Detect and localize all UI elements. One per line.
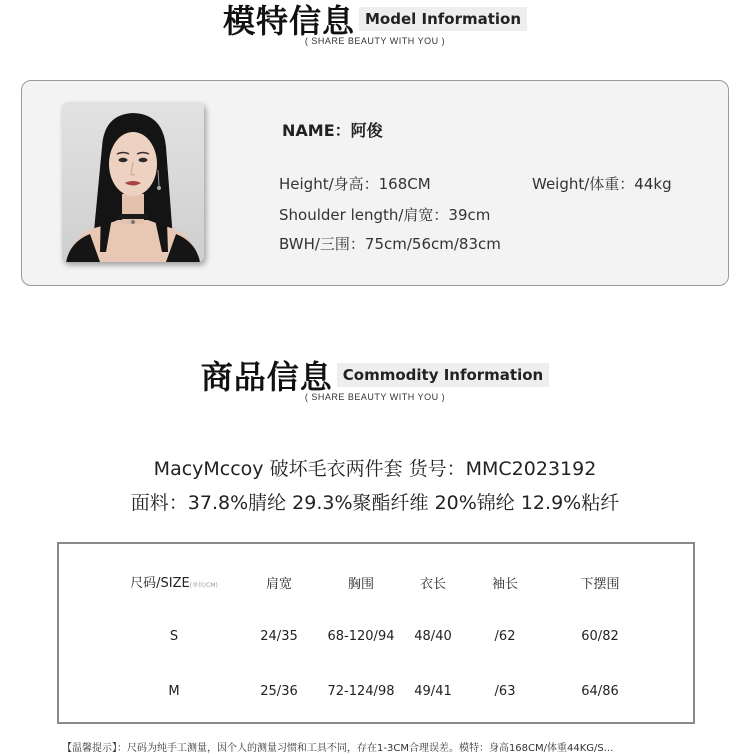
- model-section-subtitle: ( SHARE BEAUTY WITH YOU ): [304, 36, 446, 46]
- model-bwh: BWH/三围：75cm/56cm/83cm: [279, 235, 501, 253]
- commodity-title-en: Commodity Information: [337, 363, 549, 387]
- row-s-shoulder: 24/35: [260, 629, 298, 644]
- row-m-length: 49/41: [414, 684, 452, 699]
- header-hem: 下摆围: [580, 577, 620, 592]
- row-m-hem: 64/86: [581, 684, 619, 699]
- model-photo: [62, 102, 204, 262]
- model-name-value: 阿俊: [350, 121, 383, 140]
- size-header-label: 尺码/SIZE: [130, 576, 190, 591]
- model-height: Height/身高：168CM: [279, 175, 431, 193]
- model-title-cn: 模特信息: [222, 2, 355, 40]
- size-table: [57, 542, 695, 724]
- row-s-length: 48/40: [414, 629, 452, 644]
- row-m-size: M: [168, 684, 180, 699]
- product-fabric-line: 面料：37.8%腈纶 29.3%聚酯纤维 20%锦纶 12.9%粘纤: [130, 492, 620, 514]
- measurement-tip: 【温馨提示】：尺码为纯手工测量，因个人的测量习惯和工具不同，存在1-3CM合理误差。模特：身高168CM/体重44KG/S...: [62, 743, 614, 754]
- commodity-title-cn: 商品信息: [200, 358, 333, 396]
- size-header-unit-note: (单位/CM): [189, 582, 218, 589]
- header-length: 衣长: [419, 577, 447, 592]
- model-title-en: Model Information: [359, 7, 527, 31]
- model-shoulder: Shoulder length/肩宽：39cm: [279, 206, 491, 224]
- size-header-cell: [130, 572, 218, 591]
- row-s-size: S: [169, 629, 179, 644]
- commodity-section-subtitle: ( SHARE BEAUTY WITH YOU ): [304, 392, 446, 402]
- row-s-sleeve: /62: [494, 629, 516, 644]
- row-s-hem: 60/82: [581, 629, 619, 644]
- model-name-label: NAME：: [282, 121, 351, 140]
- model-portrait-image: [62, 102, 204, 262]
- model-info-card: [21, 80, 729, 286]
- header-sleeve: 袖长: [491, 577, 519, 592]
- model-name-row: [282, 118, 383, 141]
- row-m-chest: 72-124/98: [327, 684, 395, 699]
- row-m-shoulder: 25/36: [260, 684, 298, 699]
- model-weight: Weight/体重：44kg: [532, 175, 672, 193]
- header-shoulder: 肩宽: [265, 577, 293, 592]
- product-name-line: MacyMccoy 破坏毛衣两件套 货号：MMC2023192: [153, 458, 597, 480]
- header-chest: 胸围: [347, 577, 375, 592]
- row-s-chest: 68-120/94: [327, 629, 395, 644]
- row-m-sleeve: /63: [494, 684, 516, 699]
